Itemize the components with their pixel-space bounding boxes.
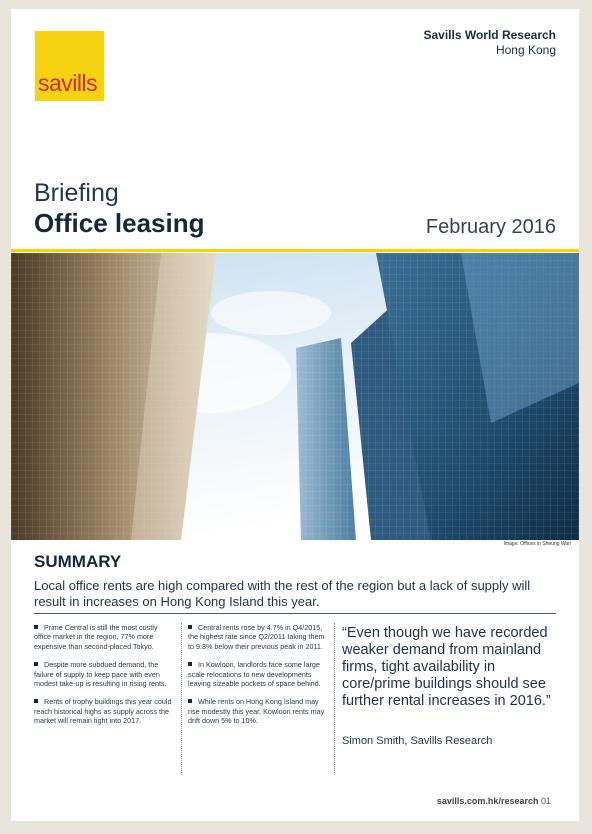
bullet-marker bbox=[34, 662, 38, 666]
bullet-item: In Kowloon, landlords face some large scale relocations to new developments leaving sizeable pockets of space behind. bbox=[188, 660, 321, 689]
bullets-column-1 bbox=[34, 623, 174, 735]
bullet-marker bbox=[188, 662, 192, 666]
cover-photo-office-towers bbox=[11, 253, 579, 540]
bullet-item: Central rents rose by 4.7% in Q4/2015, the highest rate since Q2/2011 taking them to 9.3% below their previous peak in 2011. bbox=[188, 623, 325, 651]
research-header bbox=[423, 28, 556, 57]
bullet-marker bbox=[34, 699, 38, 703]
report-cover-page bbox=[11, 9, 579, 821]
bullet-item: Despite more subdued demand, the failure of supply to keep pace with even modest take-up is resulting in rising rents. bbox=[34, 660, 167, 689]
savills-logo[interactable] bbox=[35, 31, 104, 101]
publication-date: February 2016 bbox=[425, 216, 556, 238]
bullet-item: Rents of trophy buildings this year could reach historical highs as supply across the market will remain tight into 2017. bbox=[34, 697, 172, 726]
logo-wordmark: savills bbox=[38, 70, 98, 96]
image-caption: Image: Offices in Sheung Wan bbox=[503, 541, 571, 547]
column-separator bbox=[181, 623, 183, 773]
column-separator bbox=[334, 623, 336, 773]
bullet-item: Prime Central is still the most costly office market in the region, 77% more expensive than second-placed Tokyo. bbox=[34, 623, 158, 651]
bullet-marker bbox=[188, 625, 192, 629]
footer-url[interactable]: savills.com.hk/research bbox=[436, 796, 539, 806]
bullet-marker bbox=[188, 699, 192, 703]
bullets-column-2 bbox=[188, 623, 328, 735]
summary-lead: Local office rents are high compared with the rest of the region but a lack of supply will result in increases on Hong Kong Island this year. bbox=[34, 578, 531, 609]
research-series-title: Savills World Research bbox=[423, 28, 556, 42]
page-footer bbox=[437, 796, 551, 806]
pull-quote: “Even though we have recorded weaker demand from mainland firms, tight availability in core/prime buildings should see further rental increases in 2016.” bbox=[342, 625, 551, 709]
bullet-marker bbox=[34, 625, 38, 629]
yellow-divider bbox=[11, 249, 579, 252]
summary-heading: SUMMARY bbox=[34, 552, 122, 571]
summary-divider bbox=[34, 613, 556, 614]
page-title: Office leasing bbox=[34, 208, 205, 238]
briefing-kicker: Briefing bbox=[34, 179, 119, 207]
bullet-item: While rents on Hong Kong Island may rise modestly this year, Kowloon rents may drift down 5% to 10%. bbox=[188, 697, 325, 726]
quote-attribution: Simon Smith, Savills Research bbox=[342, 735, 493, 747]
research-region: Hong Kong bbox=[495, 43, 556, 57]
page-number: 01 bbox=[540, 796, 551, 806]
